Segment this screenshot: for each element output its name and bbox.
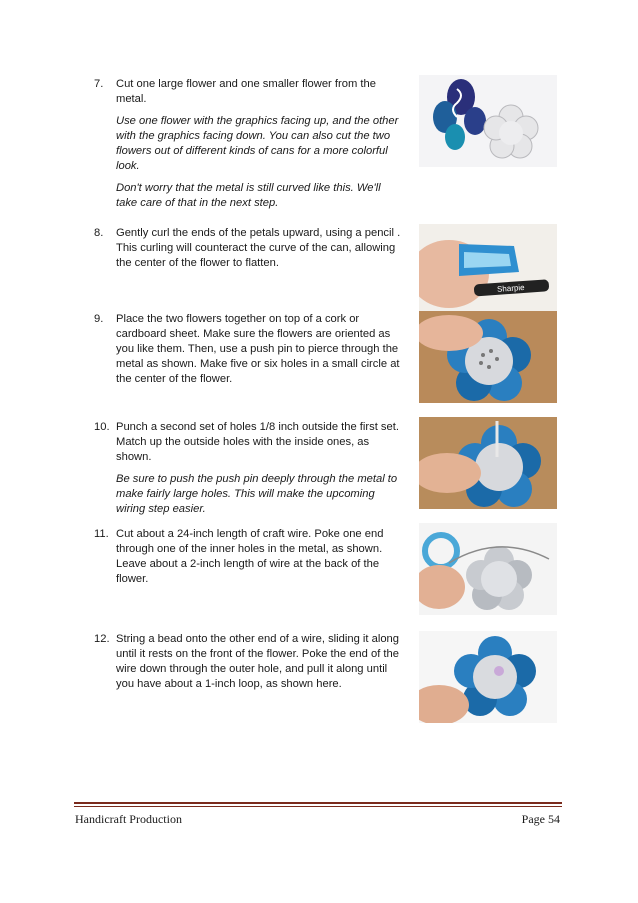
photo-two-flowers bbox=[419, 75, 557, 167]
svg-text:Sharpie: Sharpie bbox=[496, 282, 525, 294]
step-8 bbox=[94, 226, 404, 278]
step-7 bbox=[94, 77, 404, 218]
photo-threading-wire bbox=[419, 523, 557, 615]
step-number: 12. bbox=[94, 633, 110, 645]
step-text: String a bead onto the other end of a wire, sliding it along until it rests on the front of the flower. Poke the end of the wire down through the outer hole, and pull it along until you have about a 1-inch loop, as shown here. bbox=[116, 633, 399, 690]
footer-rule bbox=[74, 806, 562, 807]
step-10 bbox=[94, 420, 404, 524]
step-text: Gently curl the ends of the petals upward, using a pencil . This curling will counteract the curve of the can, allowing the center of the flower to flatten. bbox=[116, 227, 401, 269]
step-note: Be sure to push the push pin deeply through the metal to make fairly large holes. This will make the upcoming wiring step easier. bbox=[116, 473, 398, 515]
step-number: 11. bbox=[94, 528, 109, 540]
step-note: Don't worry that the metal is still curved like this. We'll take care of that in the next step. bbox=[116, 182, 381, 209]
step-text: Place the two flowers together on top of a cork or cardboard sheet. Make sure the flowers are oriented as you like them. Then, use a push pin to pierce through the metal as shown. Make five or six holes in a small circle at the center of the flower. bbox=[116, 313, 400, 385]
photo-bead-loop bbox=[419, 631, 557, 723]
photo-piercing-holes bbox=[419, 311, 557, 403]
step-9 bbox=[94, 312, 404, 394]
step-number: 9. bbox=[94, 313, 104, 325]
step-number: 7. bbox=[94, 78, 104, 90]
footer-rule bbox=[74, 802, 562, 804]
photo-curling-petals bbox=[419, 224, 557, 316]
step-number: 10. bbox=[94, 421, 110, 433]
step-text: Cut about a 24-inch length of craft wire. Poke one end through one of the inner holes in the metal, as shown. Leave about a 2-inch length of wire at the back of the flower. bbox=[116, 528, 384, 585]
footer-title: Handicraft Production bbox=[75, 812, 182, 826]
step-number: 8. bbox=[94, 227, 104, 239]
page-number: Page 54 bbox=[521, 812, 560, 826]
step-12 bbox=[94, 632, 404, 699]
step-note: Use one flower with the graphics facing up, and the other with the graphics facing down. You can also cut the two flowers out of different kinds of cans for a more colorful look. bbox=[116, 115, 399, 172]
photo-second-holes bbox=[419, 417, 557, 509]
step-11 bbox=[94, 527, 404, 594]
step-text: Cut one large flower and one smaller flower from the metal. bbox=[116, 78, 376, 105]
step-text: Punch a second set of holes 1/8 inch outside the first set. Match up the outside holes with the inside ones, as shown. bbox=[116, 421, 399, 463]
